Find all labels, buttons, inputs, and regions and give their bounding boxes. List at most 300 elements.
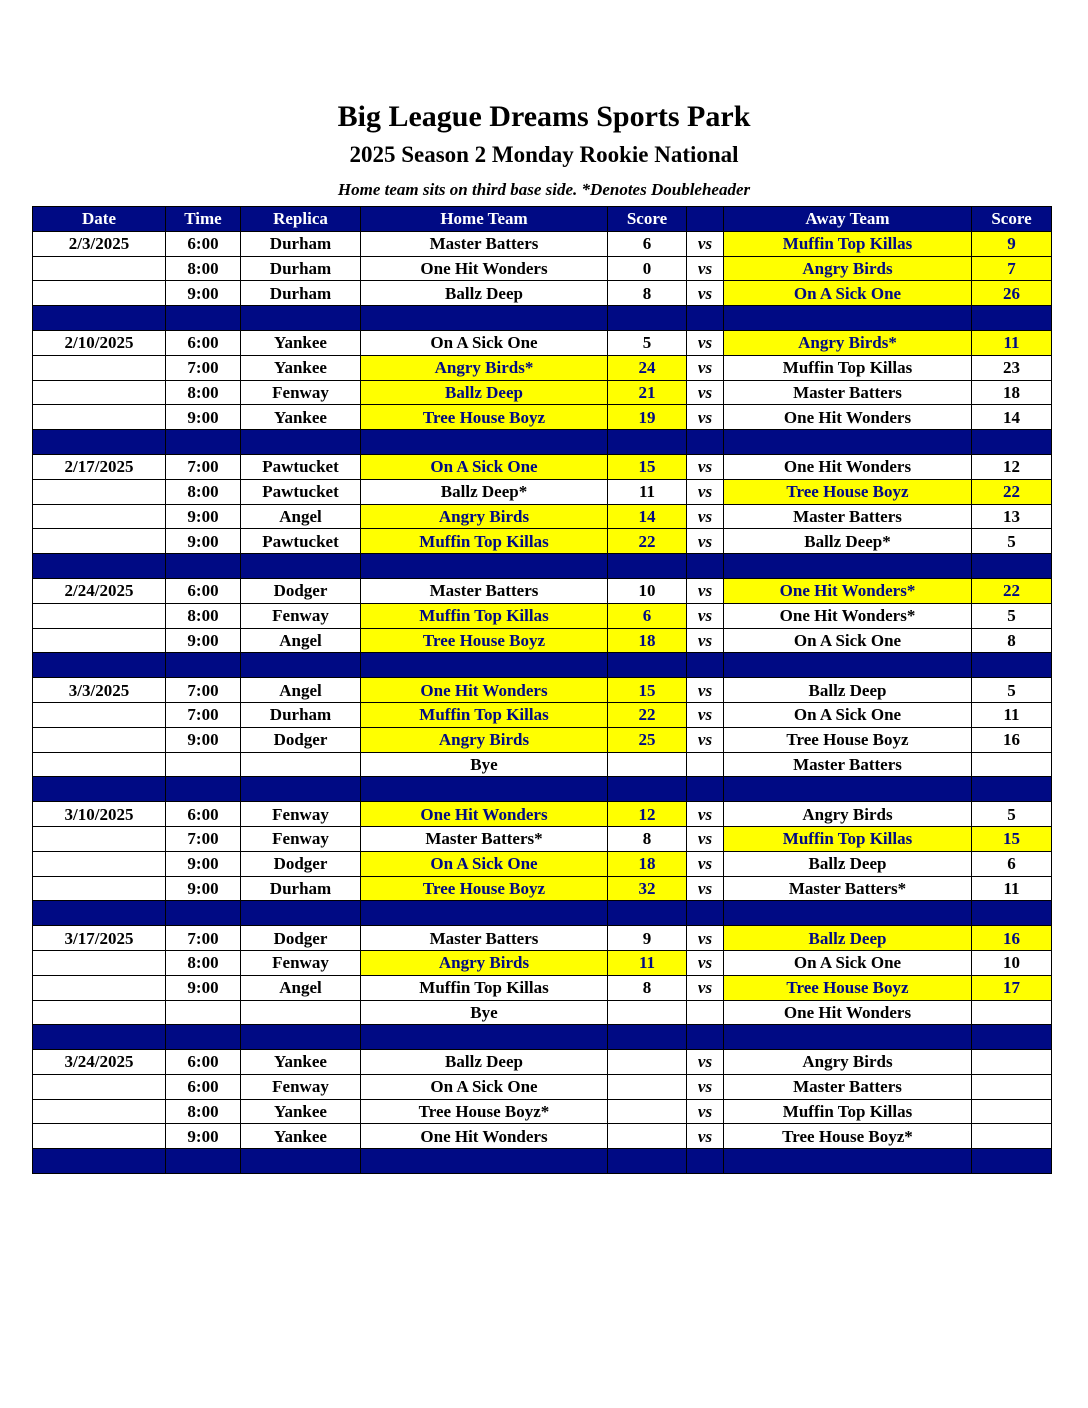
versus-label: vs [687,975,724,1000]
away-team: Muffin Top Killas [724,826,972,851]
home-score: 6 [608,603,687,628]
game-date: 3/10/2025 [33,802,166,827]
game-row [33,950,1052,975]
game-row [33,752,1052,777]
game-row [33,1050,1052,1075]
separator-cell [608,901,687,926]
separator-cell [687,1149,724,1174]
home-score: 18 [608,851,687,876]
away-score [972,1099,1052,1124]
game-time: 9:00 [166,504,241,529]
game-time: 7:00 [166,355,241,380]
home-team: Ballz Deep [361,380,608,405]
home-score: 15 [608,678,687,703]
versus-label: vs [687,628,724,653]
separator-cell [33,554,166,579]
versus-label: vs [687,380,724,405]
away-score: 17 [972,975,1052,1000]
separator-cell [687,306,724,331]
game-date [33,405,166,430]
game-field: Angel [241,975,361,1000]
separator-cell [166,1025,241,1050]
game-field: Fenway [241,1074,361,1099]
game-field: Yankee [241,1124,361,1149]
game-date [33,281,166,306]
away-score: 22 [972,479,1052,504]
versus-label: vs [687,1074,724,1099]
separator-cell [241,901,361,926]
separator-cell [687,430,724,455]
game-date: 3/3/2025 [33,678,166,703]
game-field: Fenway [241,603,361,628]
home-team: Angry Birds [361,504,608,529]
game-time: 6:00 [166,578,241,603]
separator-cell [361,554,608,579]
home-team: Master Batters [361,926,608,951]
versus-label: vs [687,702,724,727]
game-row [33,727,1052,752]
game-time: 8:00 [166,479,241,504]
separator-cell [241,653,361,678]
separator-cell [724,901,972,926]
game-date [33,380,166,405]
versus-label: vs [687,950,724,975]
game-date [33,752,166,777]
game-time: 9:00 [166,1124,241,1149]
versus-label: vs [687,727,724,752]
game-time: 7:00 [166,454,241,479]
game-row [33,1099,1052,1124]
away-score: 5 [972,529,1052,554]
col-time-header: Time [166,207,241,232]
game-field: Fenway [241,826,361,851]
home-score: 14 [608,504,687,529]
game-field: Yankee [241,405,361,430]
game-time [166,752,241,777]
game-date: 2/24/2025 [33,578,166,603]
game-time: 6:00 [166,231,241,256]
separator-cell [724,777,972,802]
game-field: Yankee [241,1050,361,1075]
game-time: 9:00 [166,281,241,306]
game-time: 9:00 [166,628,241,653]
away-score: 16 [972,926,1052,951]
game-date [33,355,166,380]
away-team: One Hit Wonders [724,405,972,430]
home-team: Master Batters [361,578,608,603]
game-time: 7:00 [166,826,241,851]
week-separator-row [33,1149,1052,1174]
game-time: 6:00 [166,1050,241,1075]
separator-cell [687,777,724,802]
separator-cell [361,901,608,926]
away-team: Muffin Top Killas [724,355,972,380]
game-time: 9:00 [166,405,241,430]
game-time: 9:00 [166,851,241,876]
game-time: 6:00 [166,1074,241,1099]
separator-cell [608,306,687,331]
home-team: On A Sick One [361,851,608,876]
separator-cell [166,306,241,331]
away-score [972,1074,1052,1099]
home-score: 9 [608,926,687,951]
home-team: Master Batters [361,231,608,256]
home-score: 6 [608,231,687,256]
schedule-note: Home team sits on third base side. *Denotes Doubleheader [337,180,751,199]
away-team: Master Batters [724,380,972,405]
home-team: Ballz Deep* [361,479,608,504]
col-home-team-header: Home Team [361,207,608,232]
game-time: 9:00 [166,975,241,1000]
away-team: One Hit Wonders* [724,578,972,603]
home-score: 8 [608,281,687,306]
away-team: On A Sick One [724,702,972,727]
home-team: Ballz Deep [361,1050,608,1075]
game-date [33,727,166,752]
versus-label: vs [687,876,724,901]
home-team: On A Sick One [361,1074,608,1099]
game-field [241,752,361,777]
away-team: Angry Birds [724,802,972,827]
versus-label: vs [687,1099,724,1124]
home-team: One Hit Wonders [361,256,608,281]
home-score: 24 [608,355,687,380]
away-team: Ballz Deep [724,851,972,876]
game-field: Dodger [241,578,361,603]
versus-label: vs [687,1050,724,1075]
separator-cell [972,1025,1052,1050]
week-separator-row [33,1025,1052,1050]
separator-cell [361,777,608,802]
game-row [33,975,1052,1000]
home-score: 8 [608,975,687,1000]
game-row [33,479,1052,504]
game-time: 8:00 [166,603,241,628]
separator-cell [361,306,608,331]
away-score: 26 [972,281,1052,306]
away-team: Tree House Boyz [724,479,972,504]
separator-cell [166,554,241,579]
separator-cell [972,777,1052,802]
game-time: 8:00 [166,1099,241,1124]
away-score: 9 [972,231,1052,256]
away-team: Tree House Boyz [724,727,972,752]
separator-cell [361,653,608,678]
game-row [33,1124,1052,1149]
week-separator-row [33,554,1052,579]
home-team: One Hit Wonders [361,678,608,703]
game-field: Durham [241,231,361,256]
game-field: Yankee [241,1099,361,1124]
game-row [33,851,1052,876]
schedule-table [32,206,1052,1174]
away-score: 22 [972,578,1052,603]
separator-cell [687,554,724,579]
away-score: 5 [972,678,1052,703]
separator-cell [241,1025,361,1050]
separator-cell [687,901,724,926]
game-date [33,826,166,851]
home-team: On A Sick One [361,454,608,479]
separator-cell [608,777,687,802]
separator-cell [724,306,972,331]
away-score: 11 [972,702,1052,727]
col-vs-header [687,207,724,232]
page-title: Big League Dreams Sports Park [337,100,751,133]
game-time [166,1000,241,1025]
game-field: Pawtucket [241,454,361,479]
separator-cell [241,554,361,579]
game-date [33,529,166,554]
game-date [33,975,166,1000]
separator-cell [724,1025,972,1050]
separator-cell [166,653,241,678]
home-team: Tree House Boyz [361,405,608,430]
away-team: Muffin Top Killas [724,231,972,256]
separator-cell [166,901,241,926]
game-row [33,231,1052,256]
away-team: Tree House Boyz* [724,1124,972,1149]
versus-label: vs [687,1124,724,1149]
separator-cell [241,306,361,331]
home-score [608,1074,687,1099]
home-score: 18 [608,628,687,653]
separator-cell [608,653,687,678]
game-field: Angel [241,678,361,703]
away-team: One Hit Wonders* [724,603,972,628]
game-date [33,1000,166,1025]
away-score: 6 [972,851,1052,876]
home-team: Bye [361,1000,608,1025]
versus-label: vs [687,926,724,951]
week-separator-row [33,430,1052,455]
game-time: 8:00 [166,950,241,975]
away-team: Master Batters* [724,876,972,901]
versus-label: vs [687,504,724,529]
home-team: Master Batters* [361,826,608,851]
away-score: 13 [972,504,1052,529]
game-row [33,380,1052,405]
home-score: 5 [608,330,687,355]
home-team: On A Sick One [361,330,608,355]
game-field: Durham [241,281,361,306]
game-row [33,702,1052,727]
game-row [33,454,1052,479]
game-date [33,504,166,529]
separator-cell [608,1025,687,1050]
versus-label [687,1000,724,1025]
game-row [33,926,1052,951]
game-date: 2/3/2025 [33,231,166,256]
separator-cell [33,430,166,455]
separator-cell [608,430,687,455]
game-row [33,876,1052,901]
separator-cell [241,430,361,455]
away-score: 11 [972,330,1052,355]
home-score: 8 [608,826,687,851]
game-field: Dodger [241,851,361,876]
versus-label: vs [687,231,724,256]
game-field: Dodger [241,926,361,951]
away-team: Angry Birds [724,1050,972,1075]
separator-cell [608,1149,687,1174]
game-date: 2/17/2025 [33,454,166,479]
away-team: Angry Birds* [724,330,972,355]
home-team: Angry Birds [361,950,608,975]
away-team: Master Batters [724,504,972,529]
away-team: One Hit Wonders [724,454,972,479]
away-team: Master Batters [724,1074,972,1099]
away-score [972,1124,1052,1149]
away-team: Master Batters [724,752,972,777]
separator-cell [972,1149,1052,1174]
game-row [33,330,1052,355]
game-date [33,702,166,727]
versus-label: vs [687,802,724,827]
col-date-header: Date [33,207,166,232]
home-score: 12 [608,802,687,827]
game-date: 3/17/2025 [33,926,166,951]
page-subtitle: 2025 Season 2 Monday Rookie National [349,142,739,167]
home-score: 25 [608,727,687,752]
game-date [33,479,166,504]
game-field: Fenway [241,802,361,827]
game-time: 7:00 [166,678,241,703]
away-team: On A Sick One [724,950,972,975]
versus-label: vs [687,603,724,628]
versus-label: vs [687,479,724,504]
game-date [33,950,166,975]
home-score: 19 [608,405,687,430]
week-separator-row [33,901,1052,926]
separator-cell [166,777,241,802]
game-time: 8:00 [166,256,241,281]
game-field: Yankee [241,330,361,355]
away-score: 12 [972,454,1052,479]
home-team: Bye [361,752,608,777]
versus-label: vs [687,355,724,380]
separator-cell [166,1149,241,1174]
versus-label: vs [687,678,724,703]
separator-cell [33,1025,166,1050]
game-time: 9:00 [166,727,241,752]
home-score: 11 [608,950,687,975]
home-score: 22 [608,702,687,727]
separator-cell [724,1149,972,1174]
away-score: 23 [972,355,1052,380]
game-date [33,876,166,901]
week-separator-row [33,653,1052,678]
versus-label [687,752,724,777]
home-score: 11 [608,479,687,504]
separator-cell [33,777,166,802]
game-row [33,281,1052,306]
separator-cell [33,306,166,331]
game-date [33,1124,166,1149]
game-time: 6:00 [166,802,241,827]
away-score: 16 [972,727,1052,752]
game-date: 2/10/2025 [33,330,166,355]
col-replica-header: Replica [241,207,361,232]
game-date [33,1099,166,1124]
versus-label: vs [687,330,724,355]
home-team: Angry Birds* [361,355,608,380]
away-team: On A Sick One [724,281,972,306]
away-team: Ballz Deep* [724,529,972,554]
separator-cell [33,901,166,926]
versus-label: vs [687,826,724,851]
home-team: One Hit Wonders [361,802,608,827]
game-row [33,256,1052,281]
home-score: 22 [608,529,687,554]
home-score: 0 [608,256,687,281]
separator-cell [608,554,687,579]
home-score: 32 [608,876,687,901]
separator-cell [724,653,972,678]
game-row [33,1074,1052,1099]
col-away-score-header: Score [972,207,1052,232]
away-score: 18 [972,380,1052,405]
game-row [33,826,1052,851]
game-row [33,529,1052,554]
game-row [33,504,1052,529]
game-field: Durham [241,256,361,281]
separator-cell [687,1025,724,1050]
game-time: 7:00 [166,702,241,727]
home-score [608,1000,687,1025]
away-score: 5 [972,802,1052,827]
separator-cell [972,554,1052,579]
game-date [33,851,166,876]
separator-cell [972,430,1052,455]
versus-label: vs [687,405,724,430]
game-time: 6:00 [166,330,241,355]
game-field: Fenway [241,950,361,975]
game-time: 7:00 [166,926,241,951]
away-team: Ballz Deep [724,678,972,703]
separator-cell [361,1149,608,1174]
game-field: Angel [241,504,361,529]
game-field: Angel [241,628,361,653]
separator-cell [33,653,166,678]
game-row [33,1000,1052,1025]
game-date: 3/24/2025 [33,1050,166,1075]
home-score: 21 [608,380,687,405]
away-score [972,1000,1052,1025]
week-separator-row [33,777,1052,802]
away-score: 15 [972,826,1052,851]
separator-cell [972,306,1052,331]
away-score: 8 [972,628,1052,653]
game-field: Pawtucket [241,529,361,554]
away-score [972,752,1052,777]
col-home-score-header: Score [608,207,687,232]
game-row [33,802,1052,827]
away-score [972,1050,1052,1075]
versus-label: vs [687,851,724,876]
home-team: Muffin Top Killas [361,975,608,1000]
away-team: Angry Birds [724,256,972,281]
separator-cell [166,430,241,455]
week-separator-row [33,306,1052,331]
home-team: Muffin Top Killas [361,529,608,554]
home-score [608,1050,687,1075]
versus-label: vs [687,281,724,306]
versus-label: vs [687,578,724,603]
game-field: Fenway [241,380,361,405]
away-score: 5 [972,603,1052,628]
home-team: One Hit Wonders [361,1124,608,1149]
